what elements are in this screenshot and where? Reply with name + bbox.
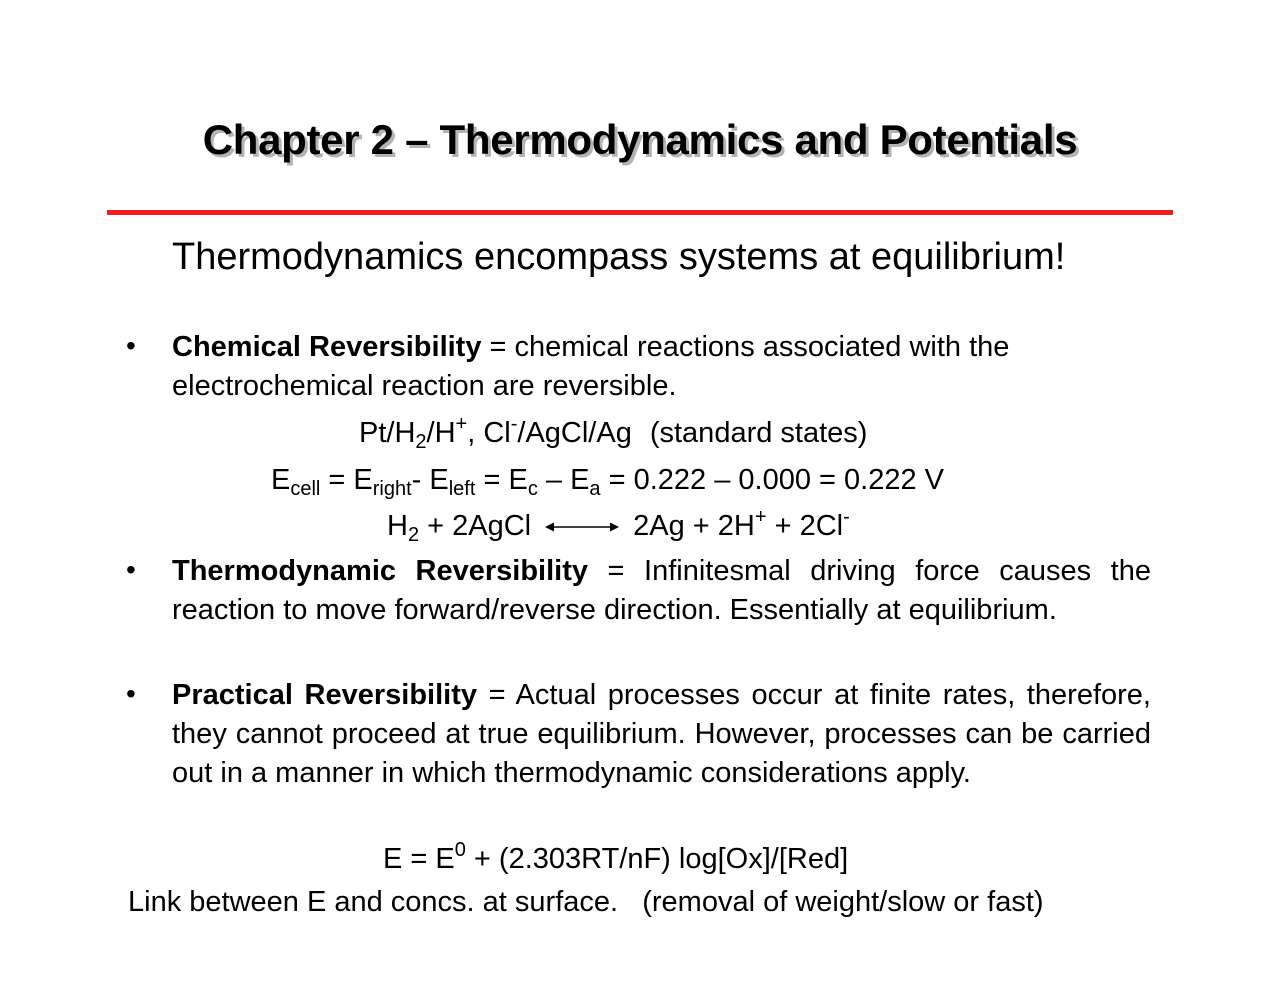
bullet-term: Thermodynamic Reversibility <box>172 555 589 587</box>
eq-superscript: + <box>455 413 468 435</box>
slide-title: Chapter 2 – Thermodynamics and Potentials <box>202 116 1078 163</box>
eq-superscript: - <box>843 506 850 528</box>
eq-text: , Cl <box>467 417 511 449</box>
eq-text: + (2.303RT/nF) log[Ox]/[Red] <box>465 843 849 875</box>
bullet-text: = Actual processes occur at finite rates, therefore, they cannot proceed at true equilibrium. However, processes can be carried out in a manner in which thermodynamic considerations apply. <box>172 679 1151 789</box>
reaction-equation <box>387 508 850 544</box>
eq-text: /H <box>426 417 456 449</box>
eq-subscript: 2 <box>407 524 420 546</box>
bullet-term: Practical Reversibility <box>172 679 477 711</box>
bullet-thermodynamic-reversibility <box>172 552 1151 630</box>
slide-subtitle: Thermodynamics encompass systems at equilibrium! <box>172 236 1066 278</box>
eq-text: E <box>271 464 291 496</box>
ecell-equation <box>271 462 944 498</box>
eq-text: – E <box>537 464 590 496</box>
bullet-chemical-reversibility <box>172 328 1132 406</box>
eq-text: = E <box>320 464 373 496</box>
bullet-marker: • <box>126 678 136 709</box>
eq-superscript: - <box>510 413 518 435</box>
eq-text: + 2Cl <box>766 510 844 542</box>
eq-text: E = E <box>383 843 455 875</box>
eq-subscript: cell <box>290 478 321 500</box>
bullet-practical-reversibility <box>172 676 1151 793</box>
bullet-text: = chemical reactions associated with the electrochemical reaction are reversible. <box>172 331 1010 402</box>
eq-superscript: + <box>754 506 767 528</box>
eq-text: 2Ag + 2H <box>633 510 755 542</box>
nernst-equation <box>383 841 848 877</box>
eq-text: /AgCl/Ag <box>517 417 632 449</box>
eq-subscript: c <box>527 478 538 500</box>
eq-text: = E <box>475 464 528 496</box>
eq-subscript: left <box>448 478 476 500</box>
eq-text: = 0.222 – 0.000 = 0.222 V <box>600 464 945 496</box>
eq-subscript: right <box>372 478 412 500</box>
bullet-marker: • <box>126 554 136 585</box>
double-arrow-icon <box>545 520 619 534</box>
bullet-text: = Infinitesmal driving force causes the reaction to move forward/reverse direction. Essentially at equilibrium. <box>172 555 1151 626</box>
bullet-marker: • <box>126 330 136 361</box>
eq-text: H <box>387 510 408 542</box>
eq-subscript: 2 <box>415 431 427 453</box>
bullet-term: Chemical Reversibility <box>172 331 482 363</box>
footer-note: Link between E and concs. at surface. (removal of weight/slow or fast) <box>128 886 1044 918</box>
eq-text: Pt/H <box>359 417 416 449</box>
cell-notation-equation <box>359 415 867 451</box>
title-divider <box>107 210 1173 215</box>
eq-superscript: 0 <box>454 839 466 861</box>
eq-subscript: a <box>589 478 601 500</box>
eq-text: - E <box>411 464 449 496</box>
eq-text: + 2AgCl <box>419 510 532 542</box>
eq-note: (standard states) <box>649 417 868 449</box>
